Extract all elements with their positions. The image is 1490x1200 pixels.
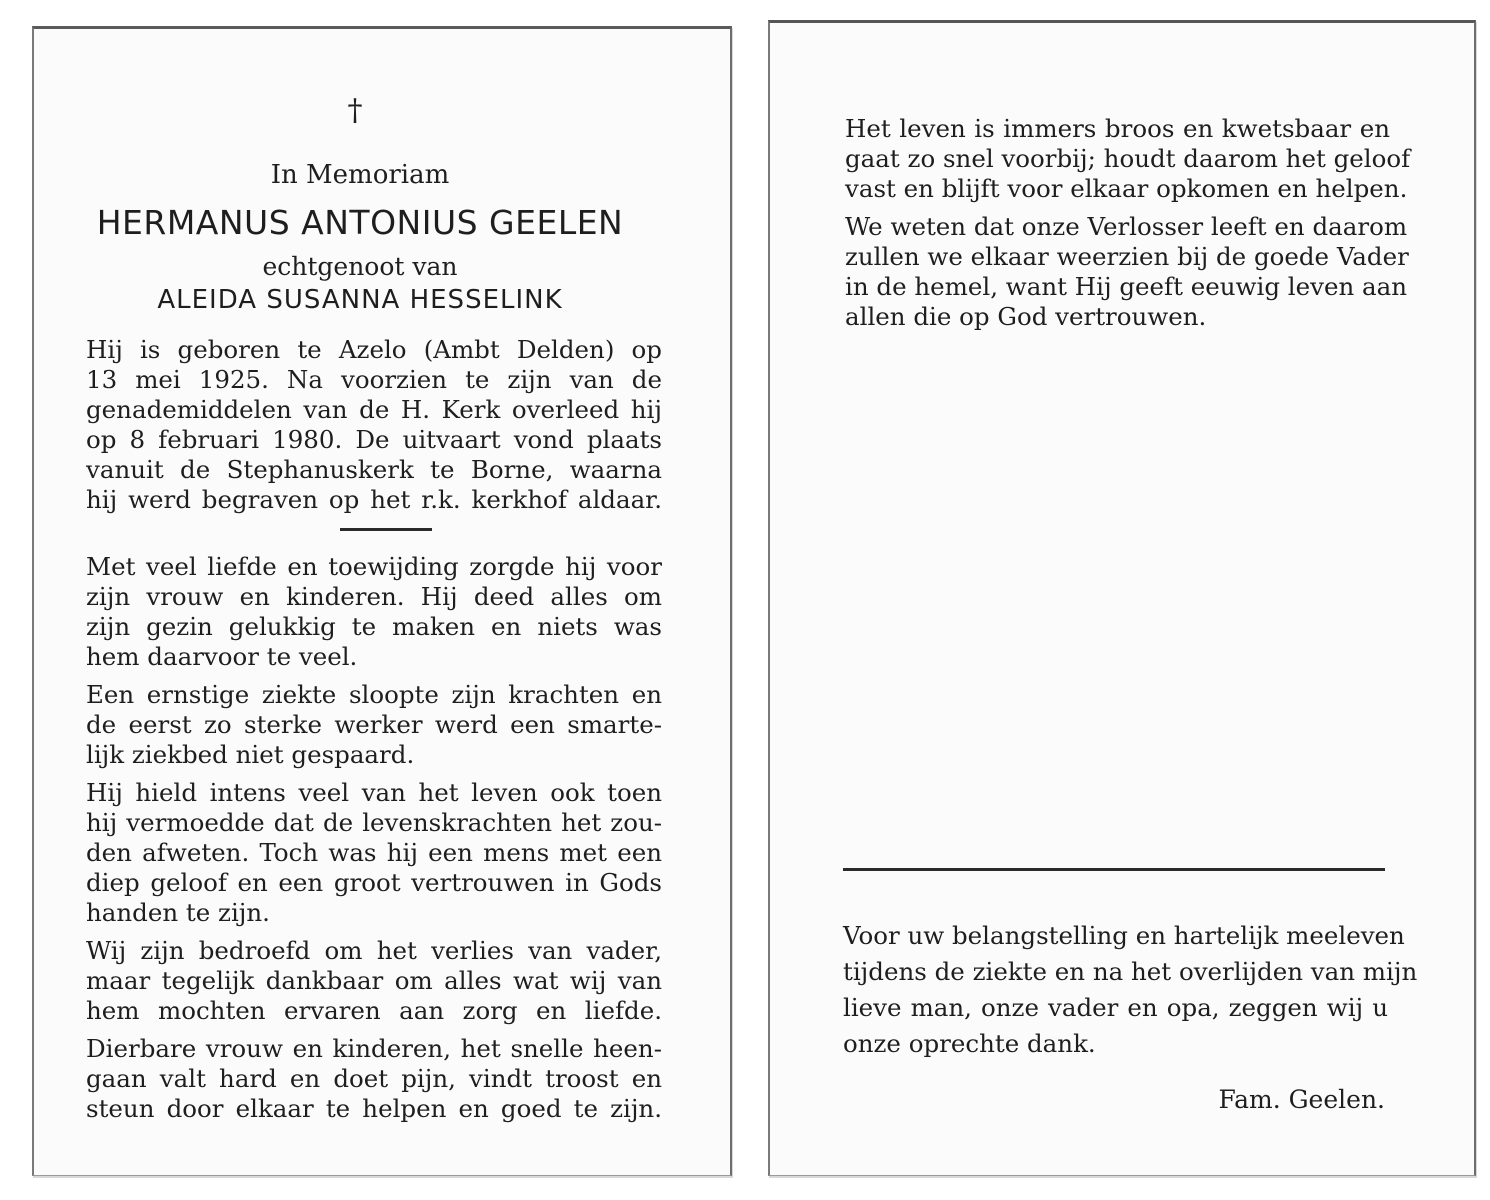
text-line: Een ernstige ziekte sloopte zijn krachten en (86, 680, 662, 709)
text-line: We weten dat onze Verlosser leeft en daarom (845, 212, 1408, 241)
text-line: zullen we elkaar weerzien bij de goede Vader (845, 242, 1409, 271)
memoriam-heading: In Memoriam (270, 160, 450, 190)
text-line: Dierbare vrouw en kinderen, het snelle heen- (86, 1034, 662, 1063)
text-line: vanuit de Stephanuskerk te Borne, waarna (86, 455, 662, 484)
tribute-paragraph (86, 1034, 662, 1124)
reflection-paragraph (845, 212, 1409, 332)
text-line: handen te zijn. (86, 898, 270, 927)
text-line: genademiddelen van de H. Kerk overleed hij (86, 395, 662, 424)
text-line: de eerst zo sterke werker werd een smarte- (86, 710, 662, 739)
text-line: hij vermoedde dat de levenskrachten het zou- (86, 808, 662, 837)
divider (340, 528, 432, 531)
text-line: op 8 februari 1980. De uitvaart vond plaats (86, 425, 662, 454)
bio-paragraph (86, 335, 662, 515)
text-line: lieve man, onze vader en opa, zeggen wij u (843, 993, 1388, 1022)
tribute-paragraph (86, 552, 662, 672)
text-line: gaan valt hard en doet pijn, vindt troost en (86, 1064, 662, 1093)
text-line: Met veel liefde en toewijding zorgde hij voor (86, 552, 662, 581)
cross-icon: † (347, 93, 363, 128)
text-line: gaat zo snel voorbij; houdt daarom het geloof (845, 144, 1411, 173)
text-line: Hij hield intens veel van het leven ook toen (86, 778, 662, 807)
text-line: zijn gezin gelukkig te maken en niets was (86, 612, 662, 641)
text-line: hem mochten ervaren aan zorg en liefde. (86, 996, 662, 1025)
spouse-relation: echtgenoot van (262, 252, 458, 281)
text-line: diep geloof en een groot vertrouwen in Gods (86, 868, 662, 897)
text-line: Voor uw belangstelling en hartelijk meeleven (843, 921, 1405, 950)
spouse-name: ALEIDA SUSANNA HESSELINK (157, 285, 563, 315)
tribute-paragraph (86, 778, 662, 928)
text-line: hem daarvoor te veel. (86, 642, 358, 671)
reflection-paragraph (845, 114, 1411, 204)
divider (843, 868, 1385, 871)
text-line: zijn vrouw en kinderen. Hij deed alles om (86, 582, 662, 611)
thanks-paragraph (843, 918, 1418, 1062)
text-line: in de hemel, want Hij geeft eeuwig leven aan (845, 272, 1408, 301)
tribute-paragraph (86, 936, 662, 1026)
text-line: Wij zijn bedroefd om het verlies van vader, (86, 936, 662, 965)
text-line: den afweten. Toch was hij een mens met een (86, 838, 662, 867)
family-signature: Fam. Geelen. (1218, 1085, 1385, 1114)
text-line: onze oprechte dank. (843, 1029, 1096, 1058)
text-line: allen die op God vertrouwen. (845, 302, 1207, 331)
text-line: maar tegelijk dankbaar om alles wat wij van (86, 966, 662, 995)
text-line: hij werd begraven op het r.k. kerkhof aldaar. (86, 485, 662, 514)
deceased-name: HERMANUS ANTONIUS GEELEN (96, 203, 624, 242)
text-line: vast en blijft voor elkaar opkomen en helpen. (845, 174, 1408, 203)
text-line: 13 mei 1925. Na voorzien te zijn van de (86, 365, 662, 394)
text-line: Hij is geboren te Azelo (Ambt Delden) op (86, 335, 662, 364)
text-line: steun door elkaar te helpen en goed te zijn. (86, 1094, 662, 1123)
text-line: Het leven is immers broos en kwetsbaar en (845, 114, 1390, 143)
tribute-paragraph (86, 680, 662, 770)
text-line: lijk ziekbed niet gespaard. (86, 740, 415, 769)
text-line: tijdens de ziekte en na het overlijden van mijn (843, 957, 1418, 986)
